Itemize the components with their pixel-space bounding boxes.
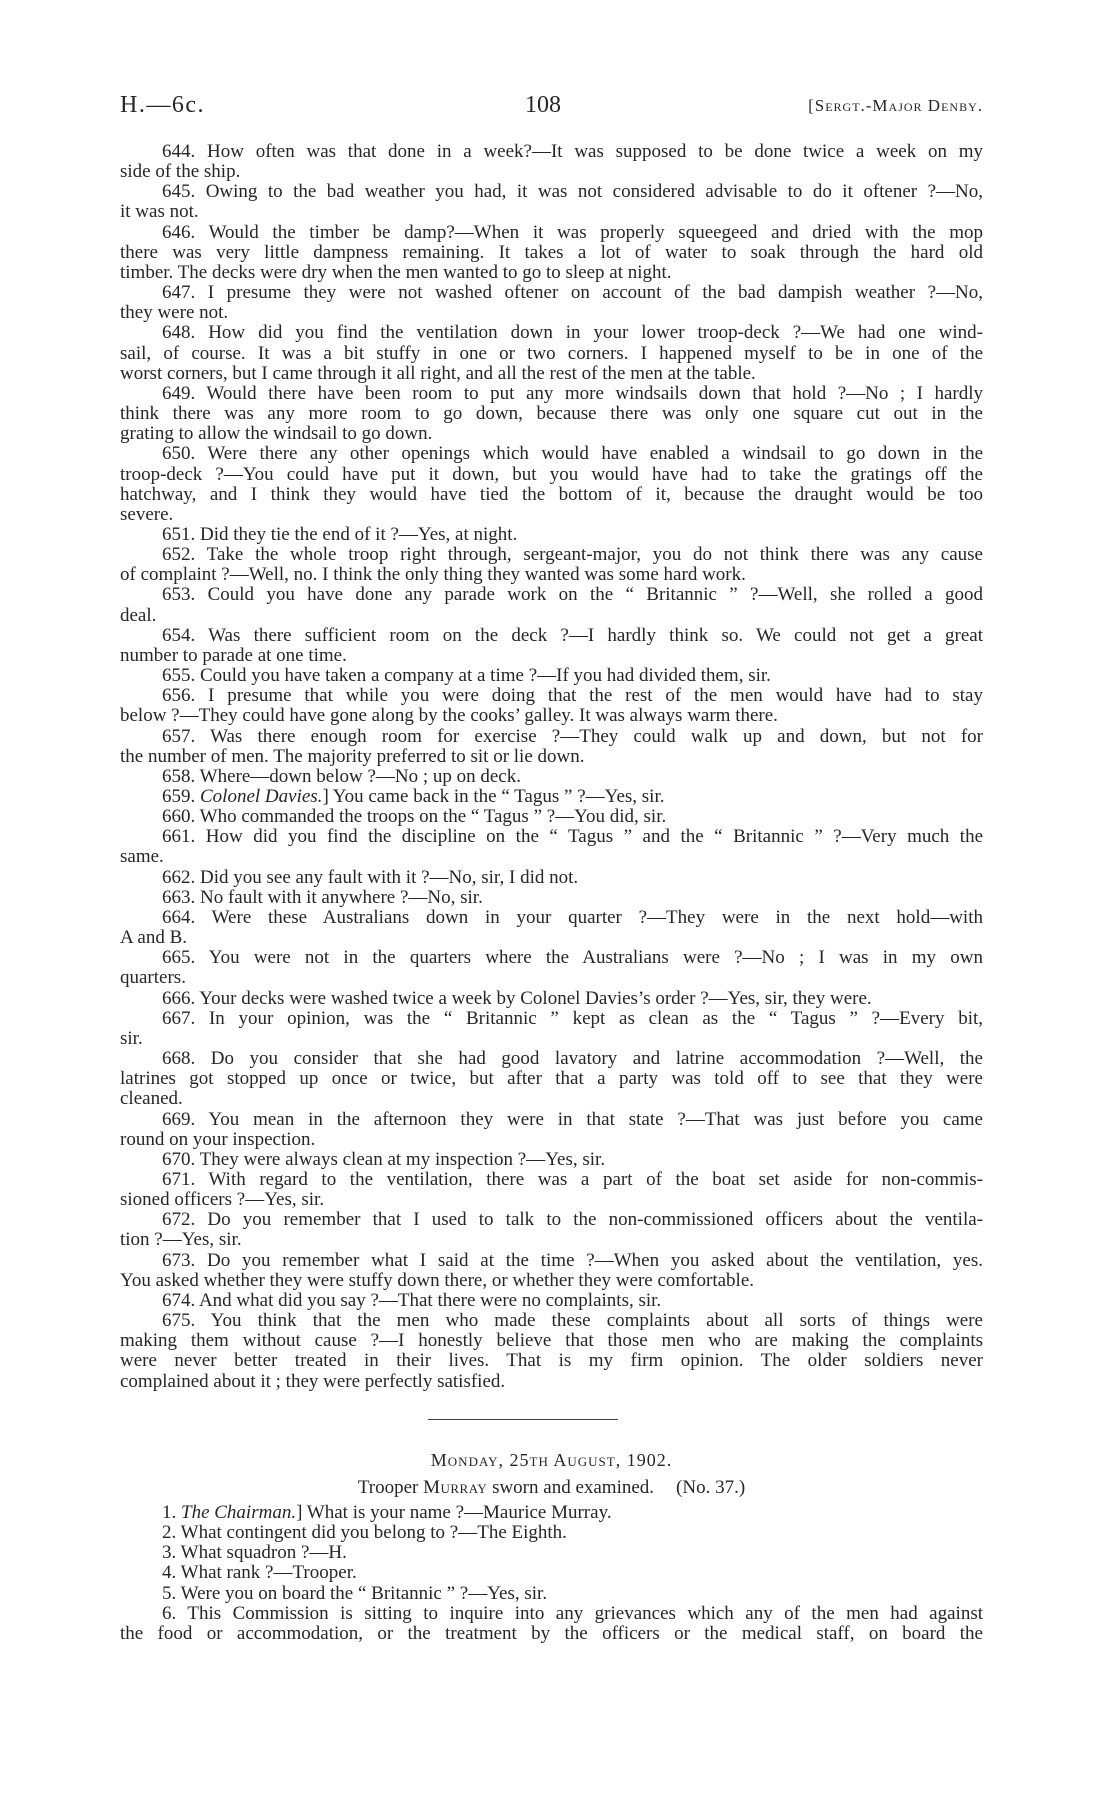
question-answer-paragraph	[120, 1110, 983, 1150]
text-line: 653. Could you have done any parade work on the “ Britannic ” ?—Well, she rolled a good	[162, 584, 983, 606]
speaker-name: The Chairman.	[181, 1502, 297, 1523]
question-answer-paragraph	[120, 686, 983, 726]
question-answer-paragraph	[120, 666, 983, 686]
text-line: 655. Could you have taken a company at a time ?—If you had divided them, sir.	[162, 665, 771, 687]
question-answer-paragraph	[120, 827, 983, 867]
text-line: 5. Were you on board the “ Britannic ” ?—Yes, sir.	[162, 1582, 548, 1604]
question-answer-paragraph	[120, 384, 983, 444]
question-answer-paragraph	[120, 1251, 983, 1291]
question-answer-paragraph	[120, 525, 983, 545]
text-line: 665. You were not in the quarters where the Australians were ?—No ; I was in my own	[162, 947, 983, 969]
text-line	[120, 787, 983, 807]
text-line: severe.	[120, 503, 174, 525]
text-segment: ] You came back in the “ Tagus ” ?—Yes, sir.	[322, 786, 665, 807]
text-line: 646. Would the timber be damp?—When it was properly squeegeed and dried with the mop	[162, 221, 983, 243]
question-answer-paragraph	[120, 888, 983, 908]
text-segment: 659.	[162, 786, 200, 807]
text-line: 644. How often was that done in a week?—It was supposed to be done twice a week on my	[162, 141, 983, 162]
question-answer-paragraph	[120, 182, 983, 222]
text-line: timber. The decks were dry when the men wanted to go to sleep at night.	[120, 261, 672, 283]
text-line: sail, of course. It was a bit stuffy in one or two corners. I happened myself to be in one of the	[120, 342, 983, 364]
question-answer-paragraph	[120, 948, 983, 988]
question-answer-paragraph	[120, 1291, 983, 1311]
text-line: 667. In your opinion, was the “ Britannic ” kept as clean as the “ Tagus ” ?—Every bit,	[162, 1007, 983, 1029]
question-answer-paragraph	[120, 1170, 983, 1210]
text-line: 675. You think that the men who made these complaints about all sorts of things were	[162, 1310, 983, 1332]
question-answer-paragraph	[120, 142, 983, 182]
text-line: 673. Do you remember what I said at the time ?—When you asked about the ventilation, yes.	[162, 1249, 983, 1271]
witness-status: sworn and examined.	[492, 1477, 655, 1498]
text-line: grating to allow the windsail to go down.	[120, 423, 433, 445]
text-line: the food or accommodation, or the treatment by the officers or the medical staff, on board the	[120, 1622, 983, 1644]
text-line: below ?—They could have gone along by the cooks’ galley. It was always warm there.	[120, 705, 778, 727]
question-answer-paragraph	[120, 1503, 983, 1523]
text-line: side of the ship.	[120, 161, 241, 183]
question-answer-paragraph	[120, 585, 983, 625]
text-line: quarters.	[120, 967, 186, 989]
question-answer-paragraph	[120, 727, 983, 767]
text-line: 650. Were there any other openings which would have enabled a windsail to go down in the	[162, 443, 983, 465]
text-line: number to parade at one time.	[120, 644, 347, 666]
question-answer-paragraph	[120, 1563, 983, 1583]
text-line: the number of men. The majority preferred to sit or lie down.	[120, 745, 585, 767]
text-line: 663. No fault with it anywhere ?—No, sir.	[162, 886, 483, 908]
text-line: it was not.	[120, 201, 199, 223]
text-line: 4. What rank ?—Trooper.	[162, 1562, 357, 1584]
text-line: round on your inspection.	[120, 1128, 316, 1150]
text-line: were never better treated in their lives. That is my firm opinion. The older soldiers never	[120, 1350, 983, 1372]
witness-heading	[120, 1477, 983, 1499]
text-line: cleaned.	[120, 1088, 183, 1110]
question-answer-paragraph	[120, 1584, 983, 1604]
text-line: A and B.	[120, 927, 188, 949]
witness-running-head: [Sergt.-Major Denby.	[808, 96, 983, 115]
text-line: 661. How did you find the discipline on the “ Tagus ” and the “ Britannic ” ?—Very much the	[162, 826, 983, 848]
question-answer-paragraph	[120, 767, 983, 787]
question-answer-paragraph	[120, 1009, 983, 1049]
text-line: sioned officers ?—Yes, sir.	[120, 1189, 325, 1211]
question-answer-paragraph	[120, 1150, 983, 1170]
text-segment: 1.	[162, 1502, 181, 1523]
text-segment: ] What is your name ?—Maurice Murray.	[296, 1502, 612, 1523]
question-answer-paragraph	[120, 787, 983, 807]
text-line: 671. With regard to the ventilation, there was a part of the boat set aside for non-commis-	[162, 1168, 983, 1190]
question-answer-paragraph	[120, 989, 983, 1009]
question-answer-paragraph	[120, 1523, 983, 1543]
text-line: 649. Would there have been room to put any more windsails down that hold ?—No ; I hardly	[162, 382, 983, 404]
question-answer-paragraph	[120, 807, 983, 827]
question-answer-paragraph	[120, 444, 983, 525]
text-line: 651. Did they tie the end of it ?—Yes, at night.	[162, 523, 518, 545]
page-number: 108	[525, 92, 561, 118]
question-answer-paragraph	[120, 908, 983, 948]
text-line: 668. Do you consider that she had good lavatory and latrine accommodation ?—Well, the	[162, 1048, 983, 1070]
text-line: 660. Who commanded the troops on the “ Tagus ” ?—You did, sir.	[162, 806, 667, 828]
witness-name: Murray	[423, 1477, 488, 1498]
text-line: 669. You mean in the afternoon they were in that state ?—That was just before you came	[162, 1108, 983, 1130]
text-line: 666. Your decks were washed twice a week by Colonel Davies’s order ?—Yes, sir, they were.	[162, 987, 872, 1009]
speaker-name: Colonel Davies.	[200, 786, 323, 807]
question-answer-paragraph	[120, 626, 983, 666]
sitting-date: Monday, 25th August, 1902.	[430, 1450, 673, 1470]
text-line: complained about it ; they were perfectly satisfied.	[120, 1370, 506, 1392]
text-line: 3. What squadron ?—H.	[162, 1542, 347, 1564]
text-line: hatchway, and I think they would have tied the bottom of it, because the draught would be too	[120, 483, 983, 505]
text-line: there was very little dampness remaining. It takes a lot of water to soak through the hard old	[120, 241, 983, 263]
text-line: 662. Did you see any fault with it ?—No, sir, I did not.	[162, 866, 579, 888]
text-line: 656. I presume that while you were doing that the rest of the men would have had to stay	[162, 685, 983, 707]
question-answer-paragraph	[120, 1543, 983, 1563]
question-answer-paragraph	[120, 1604, 983, 1644]
text-line: 672. Do you remember that I used to talk to the non-commissioned officers about the ventila-	[162, 1209, 983, 1231]
text-line: 657. Was there enough room for exercise ?—They could walk up and down, but not for	[162, 725, 983, 747]
text-line: You asked whether they were stuffy down there, or whether they were comfortable.	[120, 1269, 755, 1291]
question-answer-paragraph	[120, 868, 983, 888]
evidence-new-witness	[120, 1503, 983, 1644]
question-answer-paragraph	[120, 1311, 983, 1392]
text-line: 647. I presume they were not washed oftener on account of the bad dampish weather ?—No,	[162, 282, 983, 304]
question-answer-paragraph	[120, 283, 983, 323]
question-answer-paragraph	[120, 323, 983, 383]
question-answer-paragraph	[120, 1049, 983, 1109]
text-line: 652. Take the whole troop right through, sergeant-major, you do not think there was any cause	[162, 544, 983, 566]
evidence-continued	[120, 142, 983, 1392]
text-line: latrines got stopped up once or twice, but after that a party was told off to see that they were	[120, 1068, 983, 1090]
text-line: tion ?—Yes, sir.	[120, 1229, 242, 1251]
text-line	[120, 1503, 983, 1523]
section-divider	[428, 1419, 618, 1420]
text-line: of complaint ?—Well, no. I think the only thing they wanted was some hard work.	[120, 564, 746, 586]
text-line: 670. They were always clean at my inspection ?—Yes, sir.	[162, 1148, 606, 1170]
question-answer-paragraph	[120, 545, 983, 585]
text-line: same.	[120, 846, 164, 868]
text-line: 674. And what did you say ?—That there were no complaints, sir.	[162, 1289, 662, 1311]
paper-reference: H.—6c.	[120, 92, 205, 118]
text-line: 6. This Commission is sitting to inquire into any grievances which any of the men had against	[162, 1602, 983, 1624]
text-line: 645. Owing to the bad weather you had, it was not considered advisable to do it oftener ?—No,	[162, 181, 983, 203]
text-line: 664. Were these Australians down in your quarter ?—They were in the next hold—with	[162, 906, 983, 928]
text-line: think there was any more room to go down, because there was only one square cut out in the	[120, 403, 983, 425]
text-line: making them without cause ?—I honestly believe that those men who are making the complaints	[120, 1330, 983, 1352]
text-line: worst corners, but I came through it all right, and all the rest of the men at the table.	[120, 362, 756, 384]
text-line: they were not.	[120, 302, 229, 324]
text-line: troop-deck ?—You could have put it down, but you would have had to take the gratings off the	[120, 463, 983, 485]
text-line: 658. Where—down below ?—No ; up on deck.	[162, 765, 521, 787]
text-line: 2. What contingent did you belong to ?—The Eighth.	[162, 1522, 567, 1544]
text-line: sir.	[120, 1027, 143, 1049]
question-answer-paragraph	[120, 1210, 983, 1250]
witness-rank: Trooper	[357, 1477, 419, 1498]
witness-number: (No. 37.)	[676, 1477, 746, 1498]
text-line: 654. Was there sufficient room on the deck ?—I hardly think so. We could not get a great	[162, 624, 983, 646]
question-answer-paragraph	[120, 223, 983, 283]
text-line: 648. How did you find the ventilation down in your lower troop-deck ?—We had one wind-	[162, 322, 983, 344]
text-line: deal.	[120, 604, 157, 626]
